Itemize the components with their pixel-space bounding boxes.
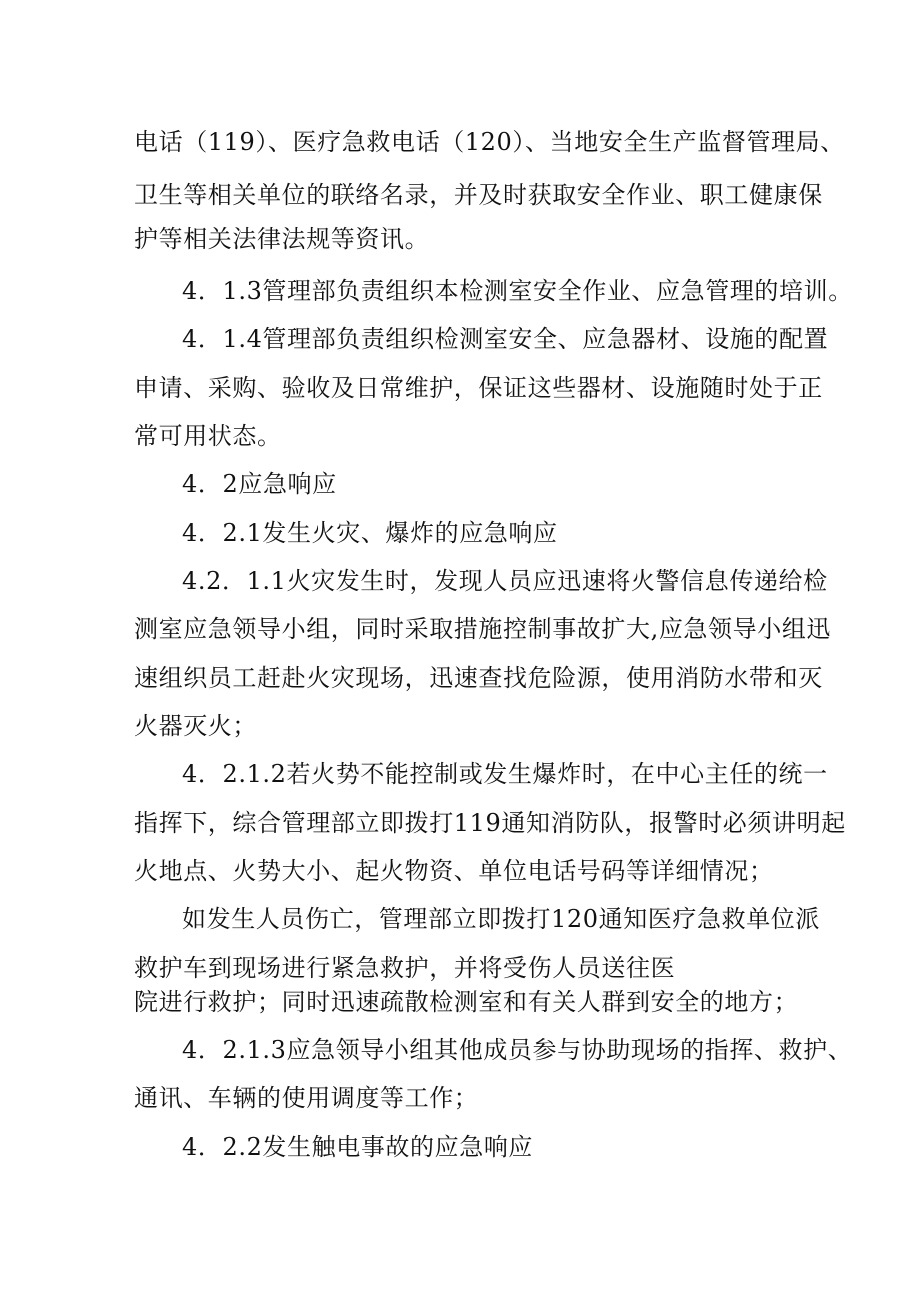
text-line: 护等相关法律法规等资讯。 <box>134 225 430 253</box>
text-line: 火地点、火势大小、起火物资、单位电话号码等详细情况； <box>134 857 774 885</box>
text-line: 指挥下，综合管理部立即拨打119通知消防队，报警时必须讲明起 <box>134 809 846 837</box>
text-line: 救护车到现场进行紧急救护，并将受伤人员送往医 <box>134 954 676 982</box>
text-line: 4．2.1.2若火势不能控制或发生爆炸时，在中心主任的统一 <box>182 760 828 788</box>
text-line: 4．2.2发生触电事故的应急响应 <box>182 1133 534 1161</box>
text-line: 4．1.3管理部负责组织本检测室安全作业、应急管理的培训。 <box>182 277 853 305</box>
text-line: 4.2．1.1火灾发生时，发现人员应迅速将火警信息传递给检 <box>182 567 828 595</box>
text-line: 卫生等相关单位的联络名录，并及时获取安全作业、职工健康保 <box>134 181 823 209</box>
text-line: 4．2.1.3应急领导小组其他成员参与协助现场的指挥、救护、 <box>182 1036 853 1064</box>
text-line: 常可用状态。 <box>134 422 282 450</box>
text-line: 4．2.1发生火灾、爆炸的应急响应 <box>182 519 558 547</box>
text-line: 通讯、车辆的使用调度等工作； <box>134 1084 479 1112</box>
text-line: 院进行救护；同时迅速疏散检测室和有关人群到安全的地方； <box>134 988 799 1016</box>
text-line: 火器灭火； <box>134 712 257 740</box>
text-line: 如发生人员伤亡，管理部立即拨打120通知医疗急救单位派 <box>182 905 821 933</box>
text-line: 测室应急领导小组，同时采取措施控制事故扩大,应急领导小组迅 <box>134 615 832 643</box>
text-line: 4．2应急响应 <box>182 470 337 498</box>
text-line: 电话（119）、医疗急救电话（120）、当地安全生产监督管理局、 <box>134 128 845 156</box>
text-line: 4．1.4管理部负责组织检测室安全、应急器材、设施的配置 <box>182 325 829 353</box>
text-line: 速组织员工赶赴火灾现场，迅速查找危险源，使用消防水带和灭 <box>134 664 823 692</box>
text-line: 申请、采购、验收及日常维护，保证这些器材、设施随时处于正 <box>134 374 823 402</box>
